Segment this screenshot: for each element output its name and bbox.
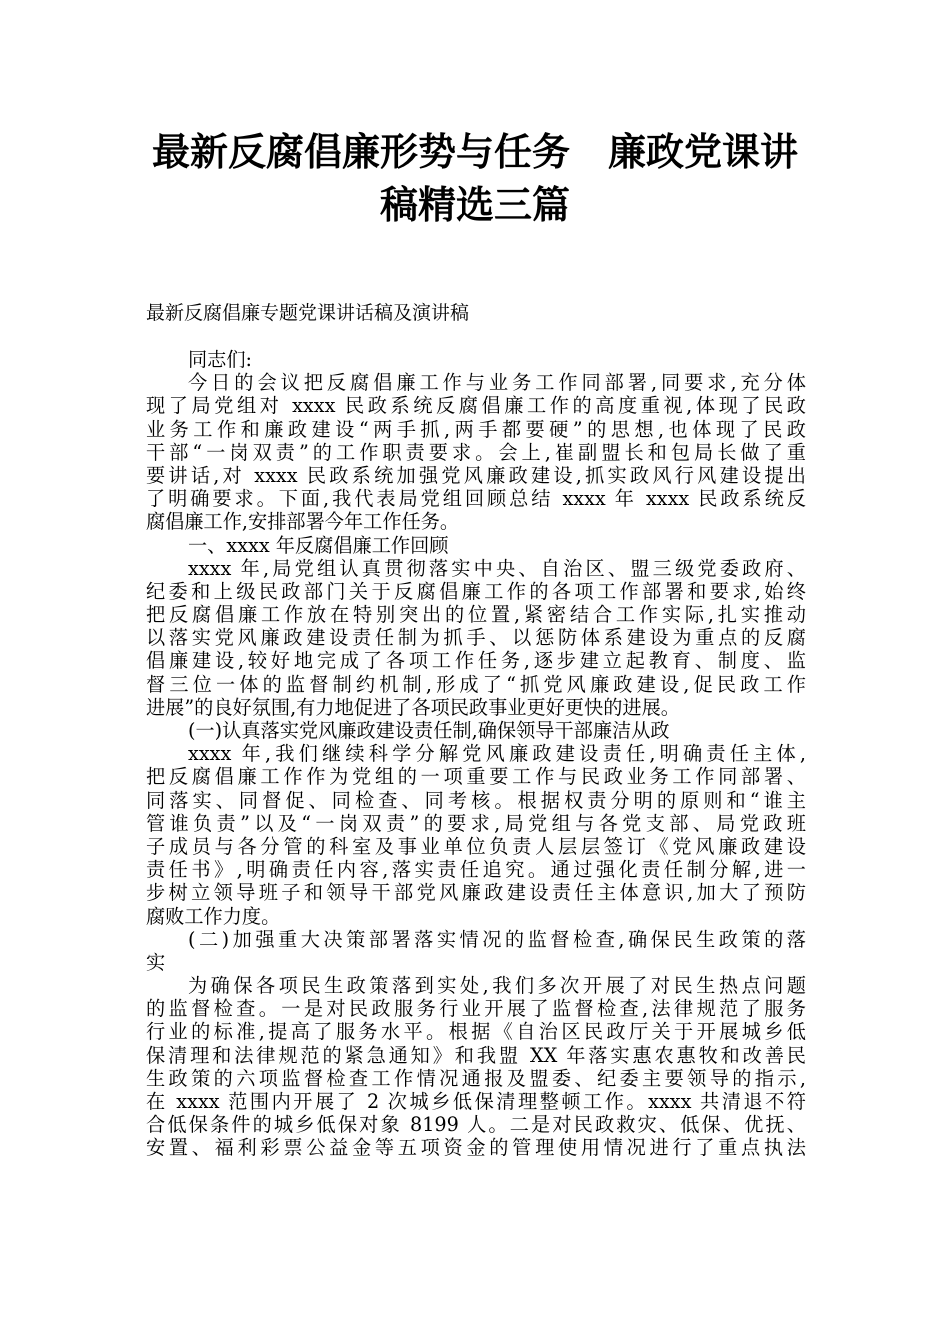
- text-line: 把反腐倡廉工作放在特别突出的位置,紧密结合工作实际,扎实推动: [146, 603, 806, 627]
- document-title: [120, 126, 830, 232]
- title-line-2: 稿精选三篇: [379, 183, 570, 227]
- text-line: 安置、福利彩票公益金等五项资金的管理使用情况进行了重点执法: [146, 1136, 806, 1160]
- subsection-heading: 实: [146, 950, 166, 974]
- subsection-heading: (一)认真落实党风廉政建设责任制,确保领导干部廉洁从政: [188, 719, 670, 742]
- text-line: 的监督检查。一是对民政服务行业开展了监督检查,法律规范了服务: [146, 997, 806, 1021]
- text-line: 同志们:: [188, 348, 253, 371]
- text-line: 以落实党风廉政建设责任制为抓手、以惩防体系建设为重点的反腐: [146, 626, 806, 650]
- text-line: 行业的标准,提高了服务水平。根据《自治区民政厅关于开展城乡低: [146, 1020, 806, 1044]
- text-line: 为确保各项民生政策落到实处,我们多次开展了对民生热点问题: [188, 974, 806, 998]
- document-subtitle: 最新反腐倡廉专题党课讲话稿及演讲稿: [146, 302, 470, 324]
- title-line-1: 最新反腐倡廉形势与任务 廉政党课讲: [151, 130, 798, 174]
- text-line: xxxx 年,我们继续科学分解党风廉政建设责任,明确责任主体,: [188, 742, 806, 766]
- section-heading: 一、xxxx 年反腐倡廉工作回顾: [188, 533, 449, 557]
- text-line: 同落实、同督促、同检查、同考核。根据权责分明的原则和“谁主: [146, 788, 806, 812]
- text-line: 现了局党组对 xxxx 民政系统反腐倡廉工作的高度重视,体现了民政: [146, 394, 806, 418]
- text-line: xxxx 年,局党组认真贯彻落实中央、自治区、盟三级党委政府、: [188, 556, 806, 580]
- text-line: 生政策的六项监督检查工作情况通报及盟委、纪委主要领导的指示,: [146, 1066, 806, 1090]
- text-line: 步树立领导班子和领导干部党风廉政建设责任主体意识,加大了预防: [146, 881, 806, 905]
- text-line: 纪委和上级民政部门关于反腐倡廉工作的各项工作部署和要求,始终: [146, 579, 806, 603]
- text-line: 督三位一体的监督制约机制,形成了“抓党风廉政建设,促民政工作: [146, 672, 806, 696]
- text-line: 子成员与各分管的科室及事业单位负责人层层签订《党风廉政建设: [146, 834, 806, 858]
- text-line: 保清理和法律规范的紧急通知》和我盟 XX 年落实惠农惠牧和改善民: [146, 1043, 806, 1067]
- text-line: 倡廉建设,较好地完成了各项工作任务,逐步建立起教育、制度、监: [146, 649, 806, 673]
- text-line: 把反腐倡廉工作作为党组的一项重要工作与民政业务工作同部署、: [146, 765, 806, 789]
- text-line: 腐倡廉工作,安排部署今年工作任务。: [146, 510, 460, 534]
- text-line: 干部“一岗双责”的工作职责要求。会上,崔副盟长和包局长做了重: [146, 440, 806, 464]
- text-line: 腐败工作力度。: [146, 904, 281, 928]
- text-line: 今日的会议把反腐倡廉工作与业务工作同部署,同要求,充分体: [188, 371, 806, 395]
- text-line: 业务工作和廉政建设“两手抓,两手都要硬”的思想,也体现了民政: [146, 417, 806, 441]
- text-line: 合低保条件的城乡低保对象 8199 人。二是对民政救灾、低保、优抚、: [146, 1113, 806, 1137]
- text-line: 在 xxxx 范围内开展了 2 次城乡低保清理整顿工作。xxxx 共清退不符: [146, 1090, 806, 1113]
- text-line: 管谁负责”以及“一岗双责”的要求,局党组与各党支部、局党政班: [146, 811, 806, 835]
- subsection-heading: (二)加强重大决策部署落实情况的监督检查,确保民生政策的落: [188, 927, 806, 951]
- text-line: 责任书》,明确责任内容,落实责任追究。通过强化责任制分解,进一: [146, 858, 806, 882]
- text-line: 了明确要求。下面,我代表局党组回顾总结 xxxx 年 xxxx 民政系统反: [146, 487, 806, 511]
- document-body: [146, 348, 806, 1160]
- text-line: 进展”的良好氛围,有力地促进了各项民政事业更好更快的进展。: [146, 695, 680, 719]
- text-line: 要讲话,对 xxxx 民政系统加强党风廉政建设,抓实政风行风建设提出: [146, 463, 806, 487]
